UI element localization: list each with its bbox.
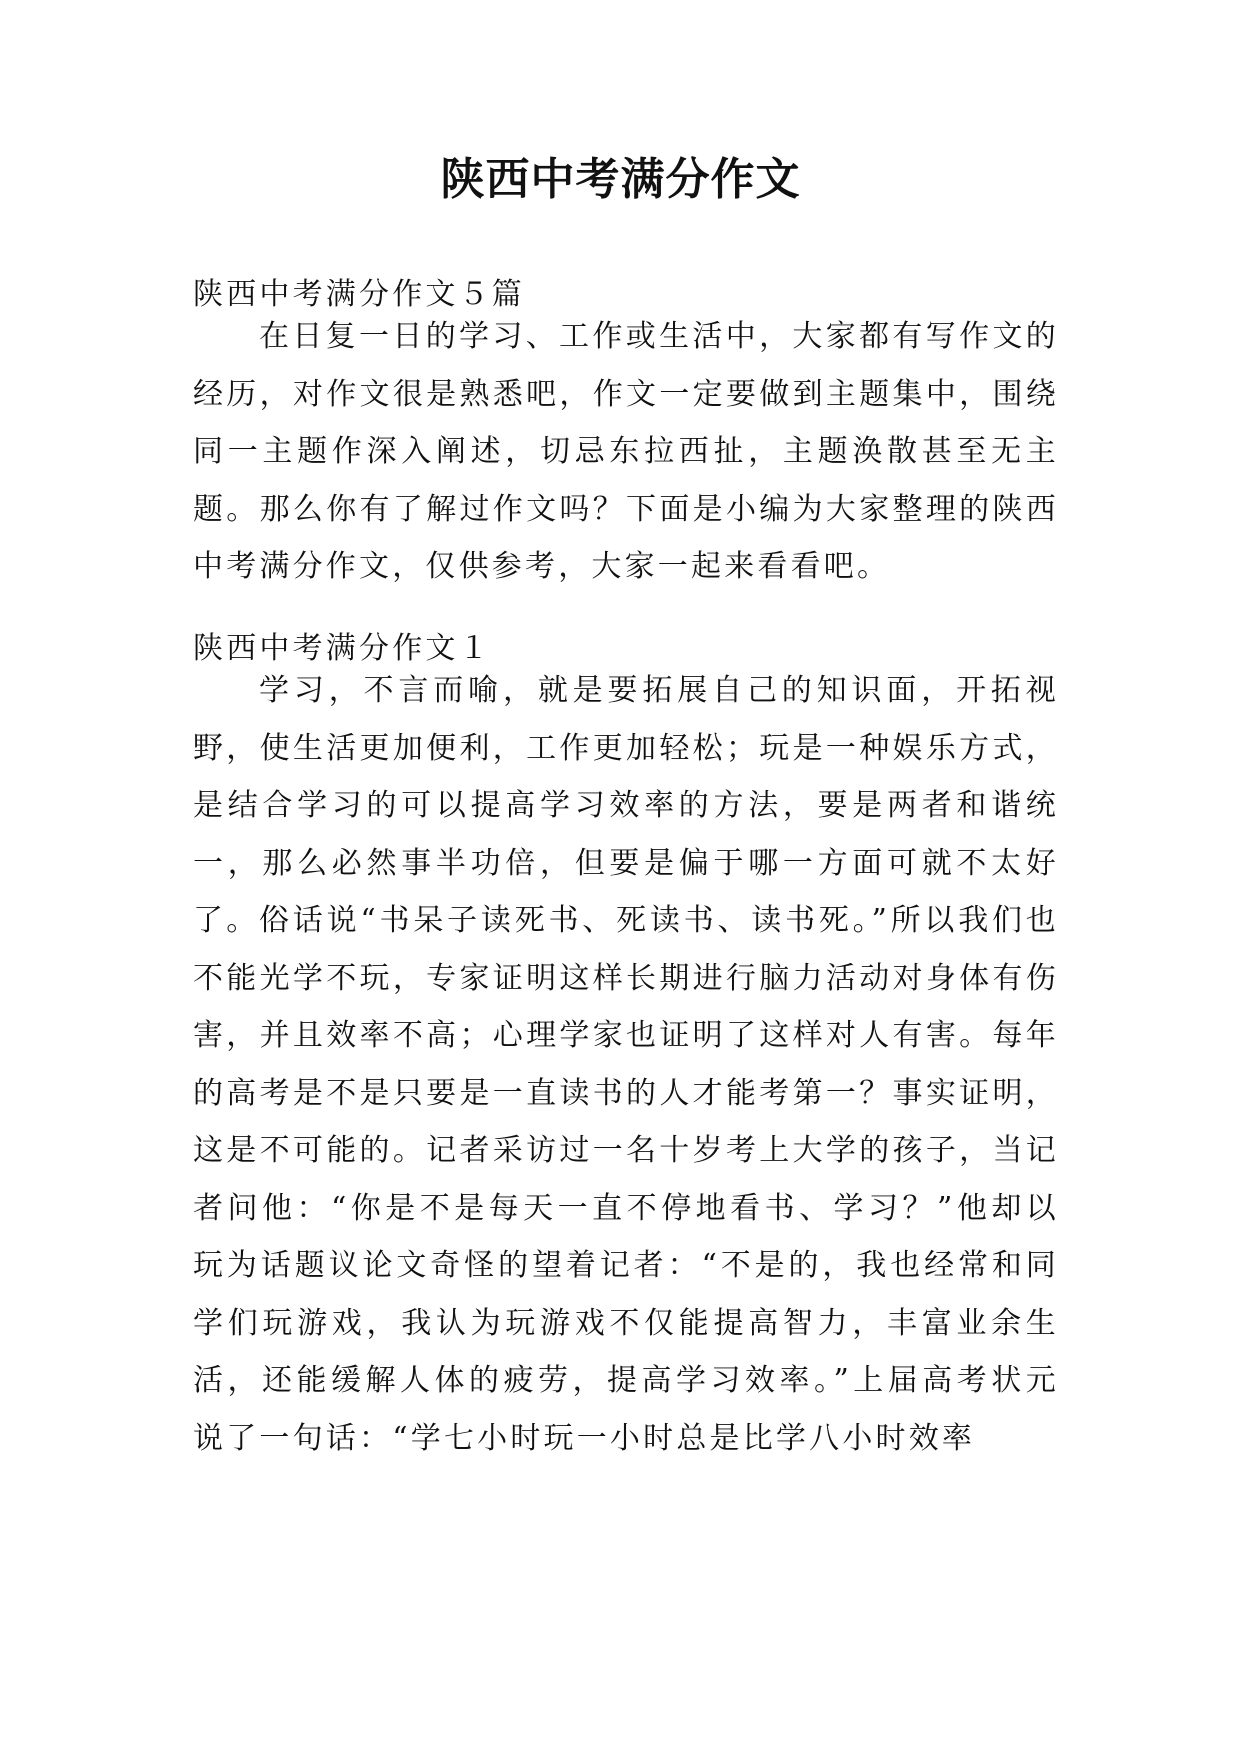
intro-subtitle: 陕西中考满分作文５篇 xyxy=(193,277,525,312)
document-title: 陕西中考满分作文 xyxy=(440,154,801,205)
section-1-paragraph-2: 俗话说“书呆子读死书、死读书、读书死。”所以我们也不能光学不玩，专家证明这样长期进行脑力活动对身体有伤害，并且效率不高；心理学家也证明了这样对人有害。每年的高考是不是只要是一直读书的人才能考第一？事实证明，这是不可能的。记者采访过一名十岁考上大学的孩子，当记者问他：“你是不是每天一直不停地看书、学习？”他却以玩为话题议论文奇怪的望着记者：“不是的，我也经常和同学们玩游戏，我认为玩游戏不仅能提高智力，丰富业余生活，还能缓解人体的疲劳，提高学习效率。”上届高考状元说了一句话：“学七小时玩一小时总是比学八小时效率 xyxy=(193,903,1059,1456)
section-1-heading: 陕西中考满分作文１ xyxy=(193,631,492,666)
intro-paragraph: 在日复一日的学习、工作或生活中，大家都有写作文的经历，对作文很是熟悉吧，作文一定要做到主题集中，围绕同一主题作深入阐述，切忌东拉西扯，主题涣散甚至无主题。那么你有了解过作文吗？下面是小编为大家整理的陕西中考满分作文，仅供参考，大家一起来看看吧。 xyxy=(193,319,1059,584)
section-1-paragraph-1: 学习，不言而喻，就是要拓展自己的知识面，开拓视野，使生活更加便利，工作更加轻松；玩是一种娱乐方式，是结合学习的可以提高学习效率的方法，要是两者和谐统一，那么必然事半功倍，但要是偏于哪一方面可就不太好了。 xyxy=(193,673,1059,938)
